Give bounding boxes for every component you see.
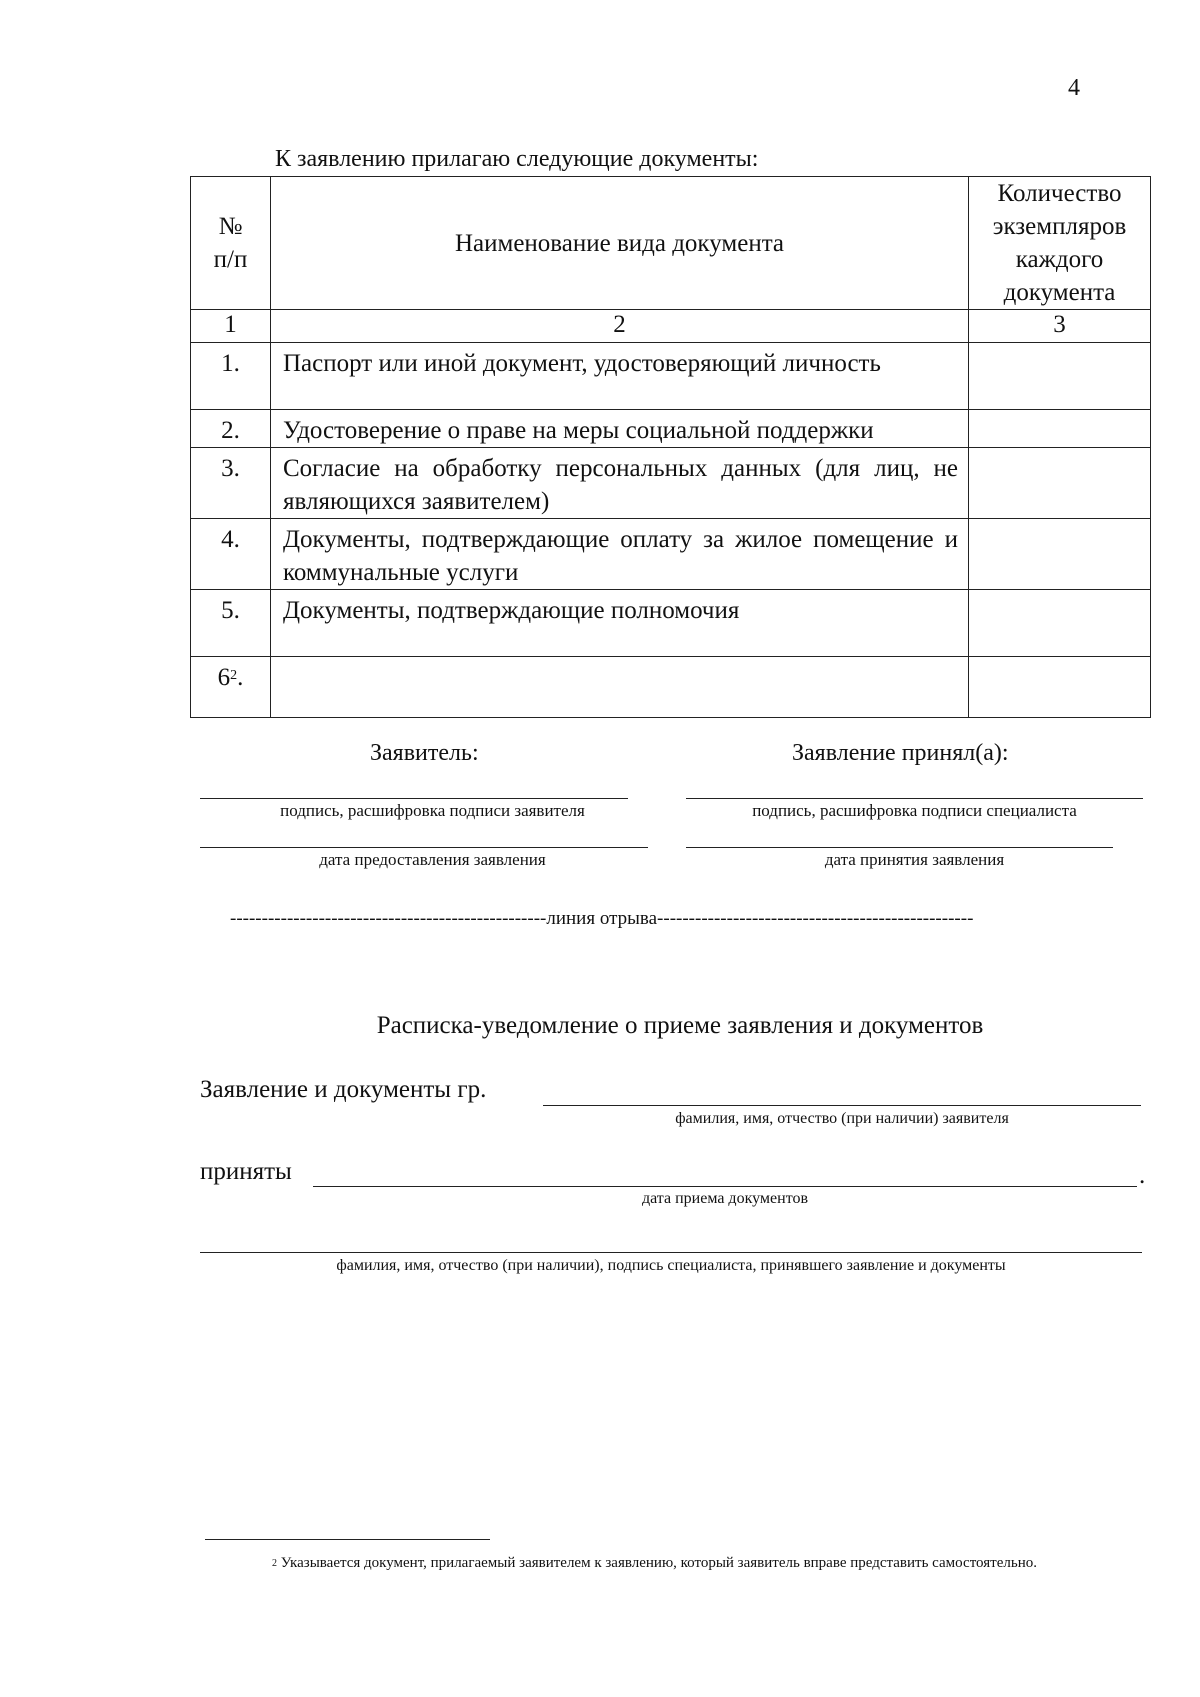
row-document-name: Документы, подтверждающие полномочия <box>271 590 969 657</box>
documents-table <box>190 176 1151 718</box>
receipt-date-period: . <box>1139 1162 1146 1189</box>
row-quantity-cell[interactable] <box>969 410 1151 448</box>
row-number: $6^2$. <box>191 657 271 718</box>
receipt-title: Расписка-уведомление о приеме заявления и документов <box>376 1012 984 1039</box>
row-number: 2. <box>191 410 271 448</box>
receiver-signature-caption: подпись, расшифровка подписи специалиста <box>752 801 1077 820</box>
receipt-date-line[interactable] <box>313 1186 1137 1187</box>
footnote-separator <box>205 1539 490 1540</box>
footnote <box>190 1555 1150 1572</box>
receiver-date-line[interactable] <box>686 847 1113 848</box>
row-document-name-empty[interactable] <box>271 657 969 718</box>
table-row <box>191 448 1151 519</box>
column-numbers-row: 1 2 3 <box>191 310 1151 343</box>
receipt-date-caption: дата приема документов <box>641 1190 809 1207</box>
row-quantity-cell[interactable] <box>969 590 1151 657</box>
row-number: 4. <box>191 519 271 590</box>
table-row <box>191 519 1151 590</box>
row-number: 5. <box>191 590 271 657</box>
row-quantity-cell[interactable] <box>969 657 1151 718</box>
receipt-specialist-line[interactable] <box>200 1252 1142 1253</box>
receiver-date-caption: дата принятия заявления <box>824 850 1005 869</box>
row-quantity-cell[interactable] <box>969 343 1151 410</box>
row-document-name: Удостоверение о праве на меры социальной поддержки <box>271 410 969 448</box>
row-quantity-cell[interactable] <box>969 519 1151 590</box>
footnote-text: Указывается документ, прилагаемый заявителем к заявлению, который заявитель вправе представить самостоятельно. <box>280 1555 1037 1571</box>
row-document-name: Согласие на обработку персональных данных (для лиц, не являющихся заявителем) <box>271 448 969 519</box>
receipt-applicant-name-line[interactable] <box>543 1105 1141 1106</box>
tear-line: --------------------------------------------------линия отрыва-------------------------------------------------- <box>230 908 974 929</box>
footnote-mark: 2 <box>272 1558 277 1569</box>
table-row <box>191 657 1151 718</box>
receiver-signature-line[interactable] <box>686 798 1143 799</box>
header-document-name: Наименование вида документа <box>271 177 969 310</box>
applicant-date-line[interactable] <box>200 847 648 848</box>
receipt-specialist-caption: фамилия, имя, отчество (при наличии), подпись специалиста, принявшего заявление и документы <box>336 1257 1006 1274</box>
table-row <box>191 590 1151 657</box>
table-row <box>191 343 1151 410</box>
row-number: 1. <box>191 343 271 410</box>
row-quantity-cell[interactable] <box>969 448 1151 519</box>
page-number: 4 <box>1068 75 1080 101</box>
receipt-applicant-caption: фамилия, имя, отчество (при наличии) заявителя <box>675 1110 1009 1127</box>
table-header-row <box>191 177 1151 310</box>
header-quantity: Количество экземпляров каждого документа <box>969 177 1151 310</box>
applicant-signature-line[interactable] <box>200 798 628 799</box>
row-document-name: Паспорт или иной документ, удостоверяющий личность <box>271 343 969 410</box>
applicant-date-caption: дата предоставления заявления <box>319 850 546 869</box>
applicant-title: Заявитель: <box>370 740 479 766</box>
table-row <box>191 410 1151 448</box>
applicant-signature-caption: подпись, расшифровка подписи заявителя <box>280 801 585 820</box>
attachments-intro: К заявлению прилагаю следующие документы: <box>275 146 759 172</box>
row-document-name: Документы, подтверждающие оплату за жилое помещение и коммунальные услуги <box>271 519 969 590</box>
receipt-accepted-label: приняты <box>200 1158 292 1185</box>
row-number: 3. <box>191 448 271 519</box>
receipt-applicant-label: Заявление и документы гр. <box>200 1076 487 1103</box>
header-number: № п/п <box>191 177 271 310</box>
footnote-ref: 2 <box>230 668 238 683</box>
receiver-title: Заявление принял(а): <box>792 740 1009 766</box>
